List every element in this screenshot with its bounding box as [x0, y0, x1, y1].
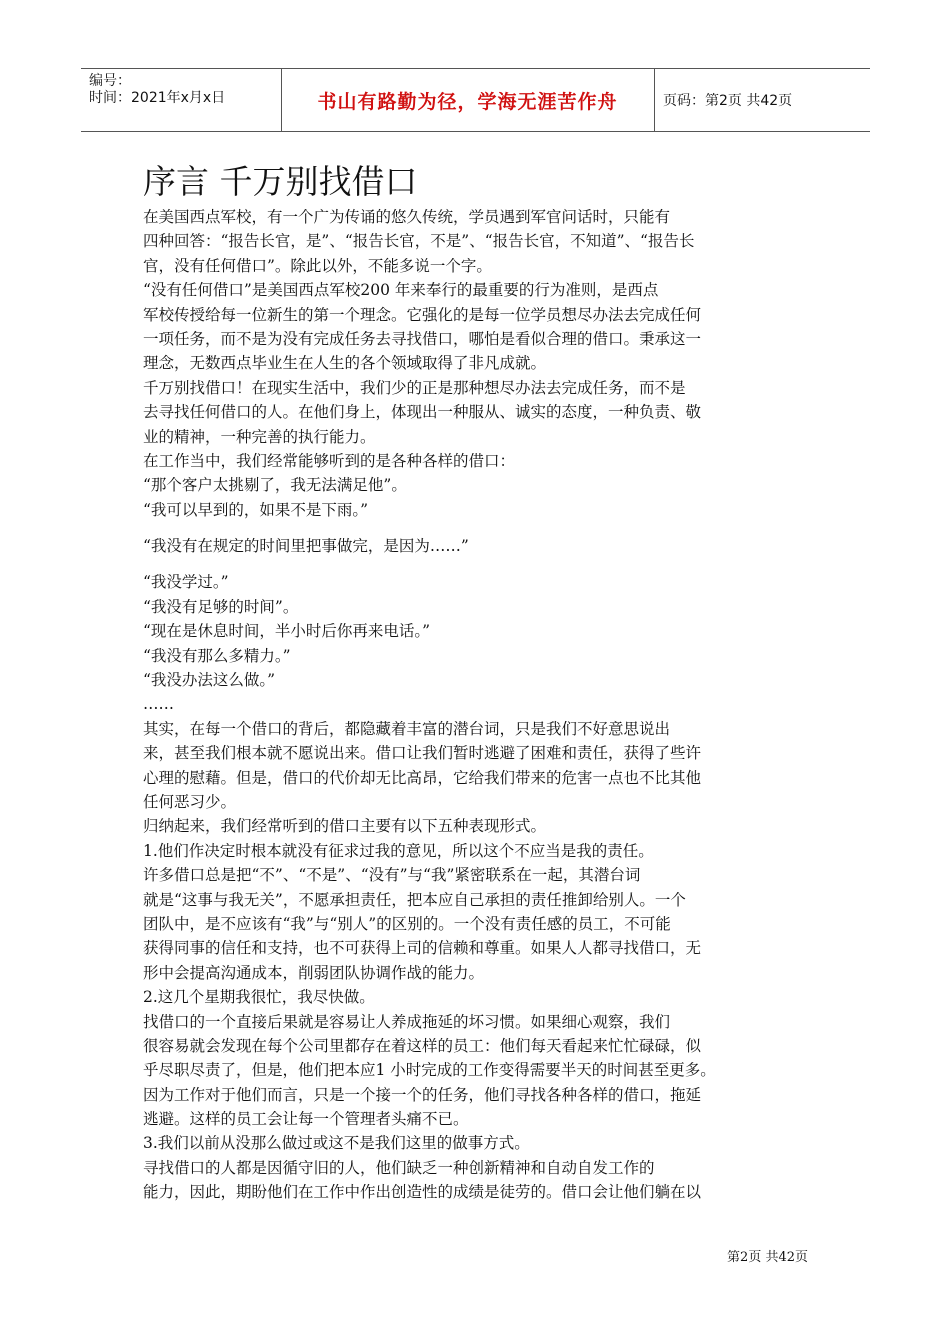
text-line: 乎尽职尽责了，但是，他们把本应1 小时完成的工作变得需要半天的时间甚至更多。	[143, 1061, 716, 1080]
page-footer: 第2页 共42页	[727, 1250, 808, 1265]
text-line: “我没有那么多精力。”	[143, 646, 291, 665]
text-line: 任何恶习少。	[143, 792, 237, 811]
text-line: 归纳起来，我们经常听到的借口主要有以下五种表现形式。	[143, 817, 547, 836]
document-date-label: 时间：2021年x月x日	[89, 90, 226, 106]
text-line: 3.我们以前从没那么做过或这不是我们这里的做事方式。	[143, 1134, 530, 1153]
text-line: 因为工作对于他们而言，只是一个接一个的任务，他们寻找各种各样的借口，拖延	[143, 1085, 702, 1104]
text-line: 就是“这事与我无关”，不愿承担责任，把本应自己承担的责任推卸给别人。一个	[143, 890, 686, 909]
header-meta	[89, 73, 225, 107]
text-line: 业的精神，一种完善的执行能力。	[143, 427, 376, 446]
text-line: 能力，因此，期盼他们在工作中作出创造性的成绩是徒劳的。借口会让他们躺在以	[143, 1183, 702, 1202]
text-line: 形中会提高沟通成本，削弱团队协调作战的能力。	[143, 963, 485, 982]
text-line: 去寻找任何借口的人。在他们身上，体现出一种服从、诚实的态度，一种负责、敬	[143, 403, 702, 422]
text-line: 官，没有任何借口”。除此以外，不能多说一个字。	[143, 256, 492, 275]
text-line: “我没学过。”	[143, 573, 229, 592]
text-line: 心理的慰藉。但是，借口的代价却无比高昂，它给我们带来的危害一点也不比其他	[143, 768, 702, 787]
text-line: 来，甚至我们根本就不愿说出来。借口让我们暂时逃避了困难和责任，获得了些许	[143, 744, 702, 763]
document-number-label: 编号：	[89, 73, 131, 89]
text-line: 寻找借口的人都是因循守旧的人，他们缺乏一种创新精神和自动自发工作的	[143, 1158, 655, 1177]
text-line: 军校传授给每一位新生的第一个理念。它强化的是每一位学员想尽办法去完成任何	[143, 305, 702, 324]
text-line: 1.他们作决定时根本就没有征求过我的意见，所以这个不应当是我的责任。	[143, 841, 654, 860]
text-line: 千万别找借口！在现实生活中，我们少的正是那种想尽办法去完成任务，而不是	[143, 378, 686, 397]
text-line: ……	[143, 695, 174, 714]
text-line: “现在是休息时间，半小时后你再来电话。”	[143, 622, 431, 641]
text-line: 在工作当中，我们经常能够听到的是各种各样的借口：	[143, 451, 516, 470]
text-line: 其实，在每一个借口的背后，都隐藏着丰富的潜台词，只是我们不好意思说出	[143, 719, 671, 738]
text-line: 一项任务，而不是为没有完成任务去寻找借口，哪怕是看似合理的借口。秉承这一	[143, 329, 702, 348]
text-line: “我没有在规定的时间里把事做完，是因为……”	[143, 537, 469, 556]
text-line: 在美国西点军校，有一个广为传诵的悠久传统，学员遇到军官问话时，只能有	[143, 208, 671, 226]
text-line: 很容易就会发现在每个公司里都存在着这样的员工：他们每天看起来忙忙碌碌，似	[143, 1036, 702, 1055]
text-line: “我可以早到的，如果不是下雨。”	[143, 500, 369, 519]
text-line: 理念，无数西点毕业生在人生的各个领域取得了非凡成就。	[143, 354, 547, 373]
text-line: 四种回答：“报告长官，是”、“报告长官，不是”、“报告长官，不知道”、“报告长	[143, 232, 695, 251]
text-line: “我没有足够的时间”。	[143, 597, 299, 616]
page-header	[81, 68, 870, 132]
text-line: 获得同事的信任和支持，也不可获得上司的信赖和尊重。如果人人都寻找借口，无	[143, 939, 702, 958]
text-line: 找借口的一个直接后果就是容易让人养成拖延的坏习惯。如果细心观察，我们	[143, 1012, 671, 1031]
text-line: “那个客户太挑剔了，我无法满足他”。	[143, 476, 407, 495]
document-body	[143, 205, 813, 1205]
header-divider	[654, 69, 655, 131]
header-page-number: 页码：第2页 共42页	[663, 93, 793, 109]
header-motto: 书山有路勤为径，学海无涯苦作舟	[317, 90, 618, 113]
text-line: “没有任何借口”是美国西点军校200 年来奉行的最重要的行为准则，是西点	[143, 281, 659, 300]
text-line: 许多借口总是把“不”、“不是”、“没有”与“我”紧密联系在一起，其潜台词	[143, 866, 641, 885]
text-line: 团队中，是不应该有“我”与“别人”的区别的。一个没有责任感的员工，不可能	[143, 914, 671, 933]
text-line: 逃避。这样的员工会让每一个管理者头痛不已。	[143, 1110, 469, 1129]
text-line: “我没办法这么做。”	[143, 671, 276, 690]
text-line: 2.这几个星期我很忙，我尽快做。	[143, 988, 375, 1007]
document-title: 序言 千万别找借口	[143, 162, 418, 201]
